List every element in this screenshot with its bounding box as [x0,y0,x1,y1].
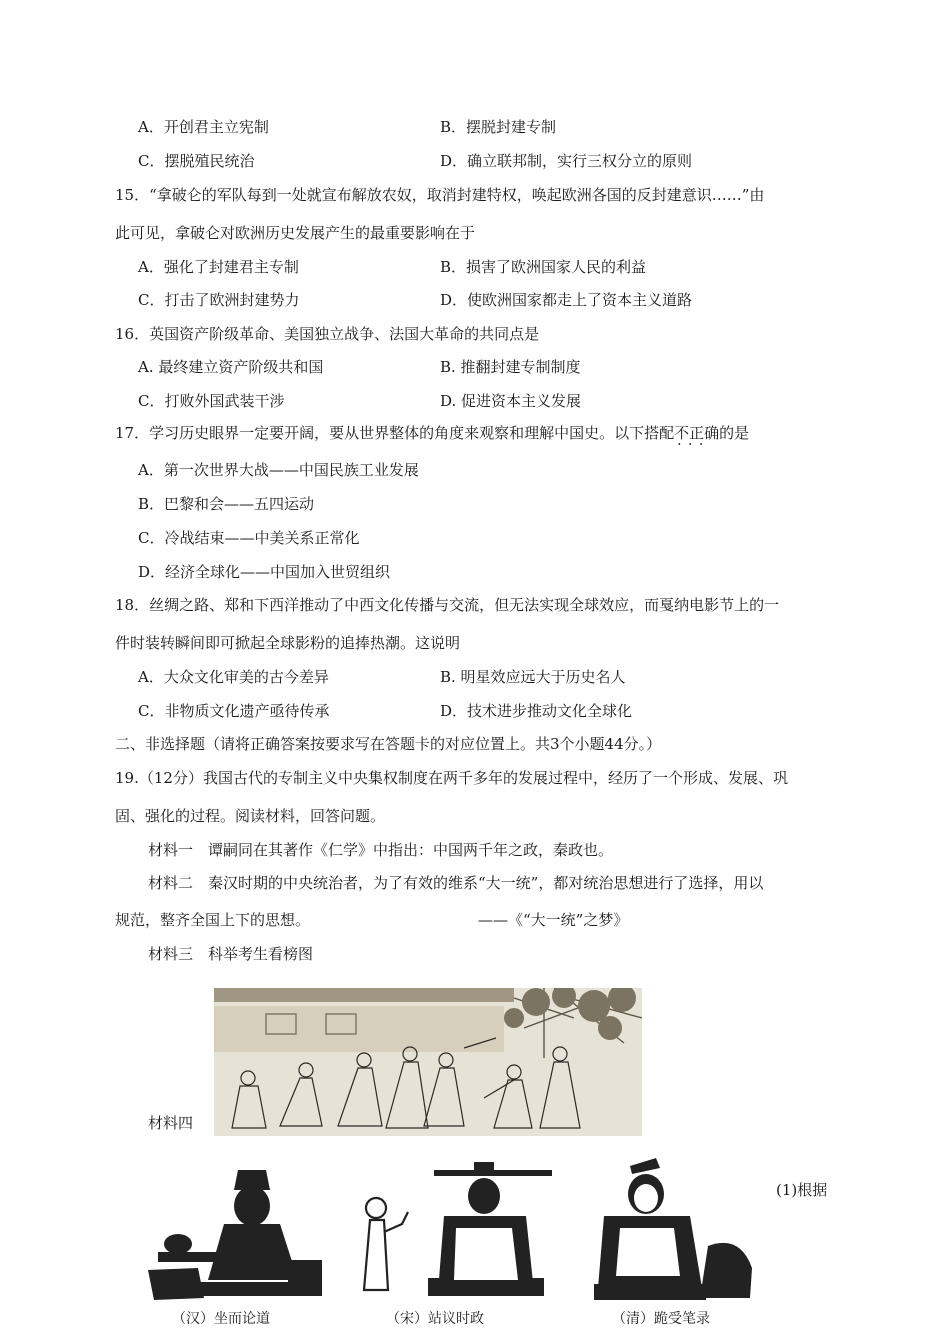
q16-option-d: D. 促进资本主义发展 [440,392,582,410]
q14-option-a: A．开创君主立宪制 [138,118,269,136]
q19-stem-line2: 固、强化的过程。阅读材料，回答问题。 [115,807,386,825]
q18-option-a: A．大众文化审美的古今差异 [138,668,329,686]
exam-results-illustration [214,988,642,1136]
exam-results-picture [214,988,642,1136]
caption-han: （汉）坐而论道 [172,1311,270,1327]
q14-option-d: D．确立联邦制，实行三权分立的原则 [440,152,693,170]
q19-sub1-label: (1)根据 [776,1181,828,1199]
material-three: 材料三 科举考生看榜图 [148,945,314,963]
q17-stem [115,426,749,441]
q18-option-b: B. 明星效应远大于历史名人 [440,668,626,686]
han-dynasty-picture [138,1160,350,1309]
q15-stem-line1: 15．“拿破仑的军队每到一处就宣布解放农奴，取消封建特权，唤起欧洲各国的反封建意识……”由 [115,186,765,204]
q18-option-c: C．非物质文化遗产亟待传承 [138,702,330,720]
q19-stem-line1: 19.（12分）我国古代的专制主义中央集权制度在两千多年的发展过程中，经历了一个形成、发展、巩 [115,769,788,787]
qing-kneeling-record-illustration [590,1158,760,1308]
q15-option-b: B．损害了欧洲国家人民的利益 [440,258,647,276]
material-one: 材料一 谭嗣同在其著作《仁学》中指出：中国两千年之政，秦政也。 [148,841,614,859]
q15-option-a: A．强化了封建君主专制 [138,258,299,276]
q16-option-b: B. 推翻封建专制制度 [440,358,581,376]
q17-stem-post: 的是 [719,424,750,442]
q17-option-b: B．巴黎和会——五四运动 [138,495,315,513]
section2-title: 二、非选择题（请将正确答案按要求写在答题卡的对应位置上。共3个小题44分。） [115,735,662,753]
q17-option-c: C．冷战结束——中美关系正常化 [138,529,360,547]
q17-stem-pre: 17．学习历史眼界一定要开阔，要从世界整体的角度来观察和理解中国史。以下搭配 [115,424,675,442]
q18-stem-line2: 件时装转瞬间即可掀起全球影粉的追捧热潮。这说明 [115,634,461,652]
q15-stem-line2: 此可见，拿破仑对欧洲历史发展产生的最重要影响在于 [115,224,476,242]
q16-option-a: A. 最终建立资产阶级共和国 [138,358,324,376]
q18-stem-line1: 18．丝绸之路、郑和下西洋推动了中西文化传播与交流，但无法实现全球效应，而戛纳电影节上的一 [115,596,780,614]
q15-option-d: D．使欧洲国家都走上了资本主义道路 [440,291,693,309]
han-seated-discussion-illustration [138,1160,350,1306]
material-two-line2: 规范，整齐全国上下的思想。 [115,911,311,929]
material-two-line1: 材料二 秦汉时期的中央统治者，为了有效的维系“大一统”，都对统治思想进行了选择，用以 [148,874,764,892]
song-dynasty-picture [358,1162,554,1311]
q18-option-d: D．技术进步推动文化全球化 [440,702,633,720]
q14-option-b: B．摆脱封建专制 [440,118,557,136]
q16-stem: 16．英国资产阶级革命、美国独立战争、法国大革命的共同点是 [115,325,540,343]
material-two-source: ——《“大一统”之梦》 [478,911,629,929]
q15-option-c: C．打击了欧洲封建势力 [138,291,300,309]
q16-option-c: C．打败外国武装干涉 [138,392,285,410]
caption-song: （宋）站议时政 [386,1311,484,1327]
q14-option-c: C．摆脱殖民统治 [138,152,255,170]
qing-dynasty-picture [590,1158,760,1311]
caption-qing: （清）跪受笔录 [612,1311,710,1327]
q17-option-a: A．第一次世界大战——中国民族工业发展 [138,461,419,479]
q17-option-d: D．经济全球化——中国加入世贸组织 [138,563,391,581]
song-standing-discussion-illustration [358,1162,554,1308]
material-four: 材料四 [148,1114,194,1132]
q17-stem-emphasis: 不正确 · · · [674,424,719,442]
